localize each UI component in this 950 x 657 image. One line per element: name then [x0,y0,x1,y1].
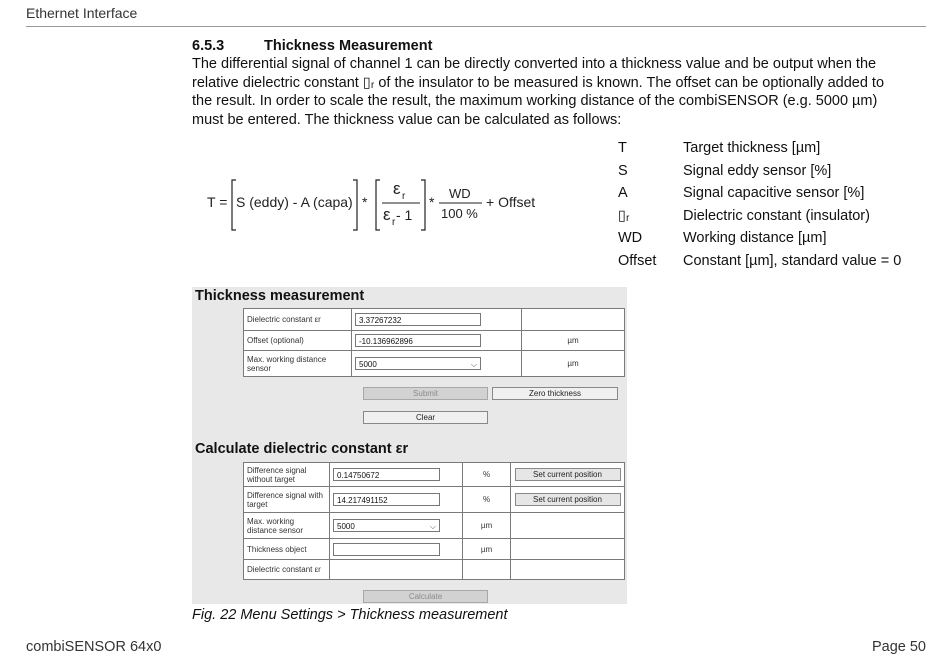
figure-caption: Fig. 22 Menu Settings > Thickness measurement [192,607,508,623]
legend-row [618,227,901,250]
legend-description: Target thickness [µm] [683,140,821,156]
table-row [244,309,625,331]
section-number: 6.5.3 [192,38,225,54]
unit-cell: % [463,487,511,513]
footer-page-number: Page 50 [871,639,926,655]
table-row [244,539,625,560]
value-cell [330,513,463,539]
legend-symbol: ▯ᵣ [618,207,630,224]
header-title: Ethernet Interface [26,5,138,21]
legend-description: Signal capacitive sensor [%] [683,185,865,201]
legend-row [618,160,901,183]
section-title: Thickness Measurement [264,38,433,54]
thickness-table [243,308,625,377]
section-heading [192,37,927,55]
formula-epsilon-denominator: ε [383,205,391,224]
chevron-down-icon: ⌵ [470,360,477,369]
legend-symbol: T [618,140,627,156]
right-bracket [353,180,357,230]
formula-epsilon-numerator-sub: r [402,191,406,202]
legend-description: Working distance [µm] [683,230,827,246]
legend-description: Dielectric constant (insulator) [683,207,870,224]
row-label: Difference signal without target [244,463,330,487]
section-body [192,37,927,129]
unit-cell [463,560,511,580]
set-position-button-without-target[interactable]: Set current position [515,468,621,481]
row-label: Offset (optional) [244,331,352,351]
unit-cell: µm [463,539,511,560]
section-paragraph-line: the result. In order to scale the result, the maximum working distance of the combiSENSOR (e.g. 5000 µm) [192,93,878,110]
footer-product: combiSENSOR 64x0 [26,639,162,655]
max-working-distance-select[interactable] [333,519,440,532]
value-cell [330,560,463,580]
submit-button[interactable]: Submit [363,387,488,400]
value-cell [352,331,522,351]
value-cell [330,487,463,513]
set-position-button-with-target[interactable]: Set current position [515,493,621,506]
table-row [244,560,625,580]
thickness-formula [190,172,550,238]
select-value: 5000 [337,522,355,531]
legend-row [618,250,901,273]
signal-with-target-input[interactable]: 14.217491152 [333,493,440,506]
formula-epsilon-denominator-sub: r [392,217,396,228]
action-cell [511,463,625,487]
max-working-distance-select[interactable] [355,357,481,370]
chevron-down-icon: ⌵ [429,522,436,531]
value-cell [330,539,463,560]
formula-wd-denominator: 100 % [441,206,478,221]
right-bracket [421,180,425,230]
symbol-legend [618,137,901,272]
section-paragraph-line: relative dielectric constant ▯ᵣ of the insulator to be measured is known. The offset can be optionally added to [192,74,885,91]
legend-symbol: Offset [618,252,657,269]
legend-row [618,205,901,228]
unit-cell: µm [463,513,511,539]
offset-input[interactable]: -10.136962896 [355,334,481,347]
table-row [244,463,625,487]
formula-multiply: * [429,194,435,210]
unit-cell: µm [522,351,625,377]
action-cell [511,513,625,539]
value-cell [330,463,463,487]
signal-without-target-input[interactable]: 0.14750672 [333,468,440,481]
thickness-object-input[interactable] [333,543,440,556]
row-label: Thickness object [244,539,330,560]
section-paragraph-line: must be entered. The thickness value can be calculated as follows: [192,111,622,128]
legend-symbol: WD [618,230,643,246]
legend-description: Signal eddy sensor [%] [683,162,832,179]
row-label: Dielectric constant εr [244,309,352,331]
thickness-panel-title: Thickness measurement [195,288,365,304]
legend-symbol: A [618,185,628,201]
clear-button[interactable]: Clear [363,411,488,424]
legend-row [618,182,901,205]
row-label: Difference signal with target [244,487,330,513]
formula-plus-offset: + Offset [486,194,536,210]
table-row [244,351,625,377]
dielectric-panel-title: Calculate dielectric constant εr [195,441,409,457]
formula-lhs: T = [207,194,228,210]
row-label: Max. working distance sensor [244,513,330,539]
unit-cell [522,309,625,331]
table-row [244,331,625,351]
section-paragraph-line: The differential signal of channel 1 can be directly converted into a thickness value and be output when the [192,56,877,73]
unit-cell: µm [522,331,625,351]
calculate-button[interactable]: Calculate [363,590,488,603]
dielectric-table [243,462,625,580]
table-row [244,513,625,539]
dielectric-constant-input[interactable]: 3.37267232 [355,313,481,326]
row-label: Max. working distance sensor [244,351,352,377]
left-bracket [376,180,380,230]
header-divider [26,26,926,27]
zero-thickness-button[interactable]: Zero thickness [492,387,618,400]
legend-row [618,137,901,160]
unit-cell: % [463,463,511,487]
value-cell [352,351,522,377]
table-row [244,487,625,513]
row-label: Dielectric constant εr [244,560,330,580]
settings-screenshot [192,287,627,604]
formula-epsilon-denominator-rest: - 1 [396,207,413,223]
formula-epsilon-numerator: ε [393,179,401,198]
legend-description: Constant [µm], standard value = 0 [683,252,902,269]
formula-wd-numerator: WD [449,186,471,201]
formula-term-difference: S (eddy) - A (capa) [236,194,353,210]
action-cell [511,487,625,513]
value-cell [352,309,522,331]
formula-multiply: * [362,194,368,210]
action-cell [511,560,625,580]
select-value: 5000 [359,360,377,369]
legend-symbol: S [618,162,628,179]
action-cell [511,539,625,560]
